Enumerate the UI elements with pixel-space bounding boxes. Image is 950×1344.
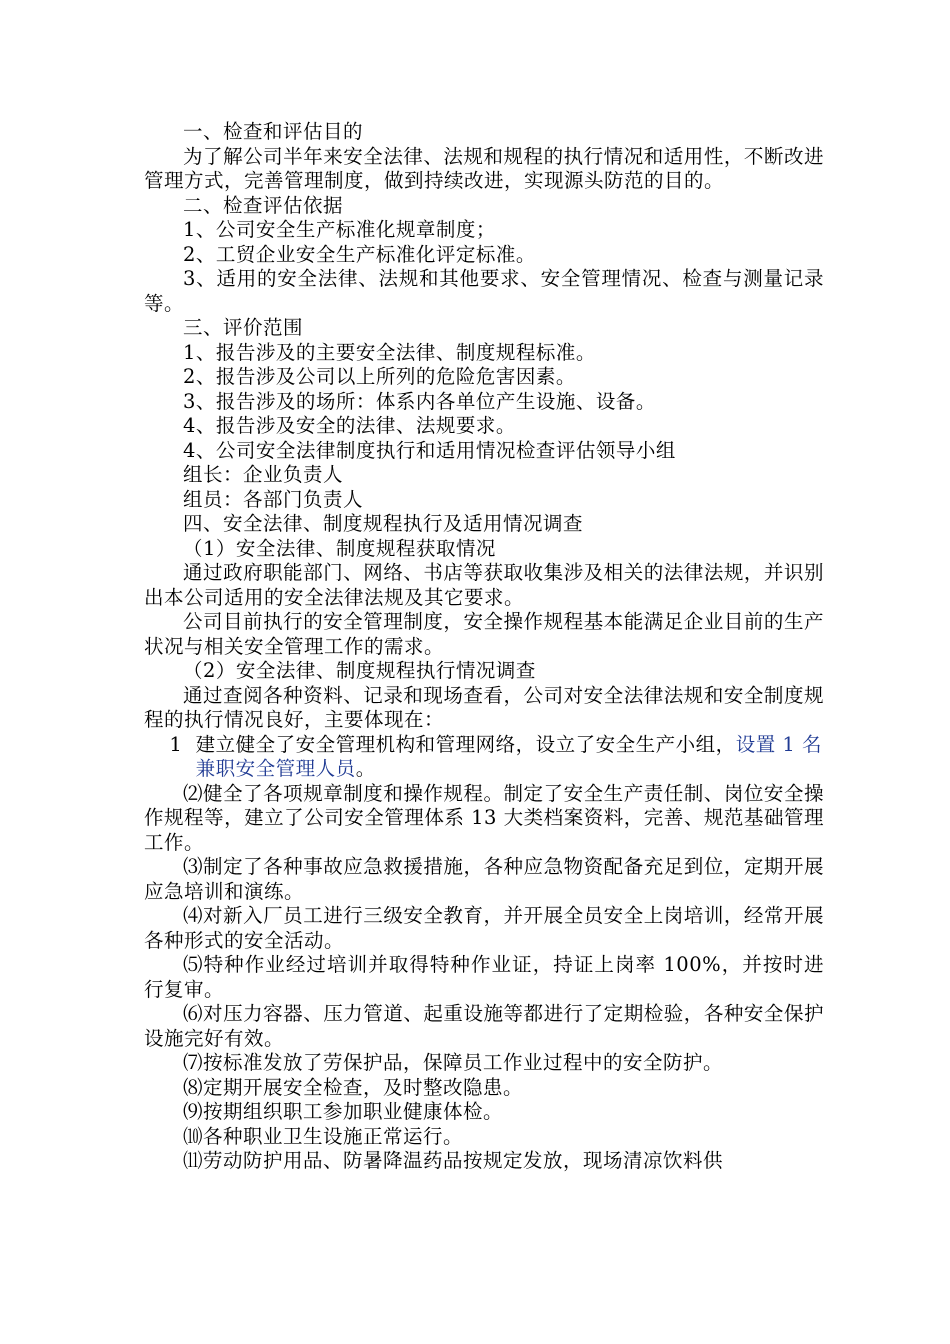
subsection-heading-1: （1）安全法律、制度规程获取情况 — [183, 536, 496, 560]
numbered-item-2: ⑵健全了各项规章制度和操作规程。制定了安全生产责任制、岗位安全操作规程等，建立了公司安全管理体系 13 大类档案资料，完善、规范基础管理工作。 — [144, 781, 824, 854]
list-item: 4、报告涉及安全的法律、法规要求。 — [183, 414, 516, 437]
section-heading-2: 二、检查评估依据 — [183, 193, 344, 217]
numbered-item-10: ⑽各种职业卫生设施正常运行。 — [183, 1124, 464, 1148]
link-part-time-safety-officer[interactable]: 设置 1 名兼职安全管理人员 — [195, 732, 822, 780]
numbered-item-11: ⑾劳动防护用品、防暑降温药品按规定发放，现场清凉饮料供 — [183, 1149, 724, 1172]
list-item: 3、报告涉及的场所：体系内各单位产生设施、设备。 — [183, 389, 656, 413]
section-heading-4: 四、安全法律、制度规程执行及适用情况调查 — [183, 512, 584, 535]
numbered-item-5: ⑸特种作业经过培训并取得特种作业证，持证上岗率 100%，并按时进行复审。 — [144, 953, 824, 1001]
paragraph: 通过政府职能部门、网络、书店等获取收集涉及相关的法律法规，并识别出本公司适用的安全法律法规及其它要求。 — [144, 561, 824, 609]
item-tail: 。 — [355, 757, 376, 780]
numbered-item-3: ⑶制定了各种事故应急救援措施，各种应急物资配备充足到位，定期开展应急培训和演练。 — [144, 855, 824, 903]
list-item: 4、公司安全法律制度执行和适用情况检查评估领导小组 — [183, 438, 676, 462]
team-leader-line: 组长：企业负责人 — [183, 463, 344, 486]
list-item: 2、报告涉及公司以上所列的危险危害因素。 — [183, 365, 576, 388]
subsection-heading-2: （2）安全法律、制度规程执行情况调查 — [183, 659, 536, 682]
list-item: 1、报告涉及的主要安全法律、制度规程标准。 — [183, 340, 596, 364]
list-item: 1、公司安全生产标准化规章制度； — [183, 218, 496, 241]
numbered-item-8: ⑻定期开展安全检查，及时整改隐患。 — [183, 1075, 524, 1099]
paragraph: 公司目前执行的安全管理制度，安全操作规程基本能满足企业目前的生产状况与相关安全管理工作的需求。 — [144, 610, 824, 658]
numbered-item-1 — [144, 733, 824, 782]
section-heading-1: 一、检查和评估目的 — [183, 120, 364, 143]
item-text: 建立健全了安全管理机构和管理网络，设立了安全生产小组， — [195, 732, 736, 756]
list-item: 3、适用的安全法律、法规和其他要求、安全管理情况、检查与测量记录等。 — [144, 267, 824, 315]
item-number: 1 — [169, 732, 183, 756]
list-item: 2、工贸企业安全生产标准化评定标准。 — [183, 242, 536, 266]
paragraph: 通过查阅各种资料、记录和现场查看，公司对安全法律法规和安全制度规程的执行情况良好，主要体现在： — [144, 683, 824, 731]
numbered-item-7: ⑺按标准发放了劳保护品，保障员工作业过程中的安全防护。 — [183, 1051, 724, 1074]
team-member-line: 组员：各部门负责人 — [183, 487, 364, 511]
paragraph: 为了解公司半年来安全法律、法规和规程的执行情况和适用性，不断改进管理方式，完善管理制度，做到持续改进，实现源头防范的目的。 — [144, 144, 824, 192]
document-body — [144, 120, 824, 1174]
numbered-item-9: ⑼按期组织职工参加职业健康体检。 — [183, 1100, 504, 1123]
numbered-item-6: ⑹对压力容器、压力管道、起重设施等都进行了定期检验，各种安全保护设施完好有效。 — [144, 1002, 824, 1050]
numbered-item-4: ⑷对新入厂员工进行三级安全教育，并开展全员安全上岗培训，经常开展各种形式的安全活动。 — [144, 904, 824, 952]
section-heading-3: 三、评价范围 — [183, 316, 304, 339]
